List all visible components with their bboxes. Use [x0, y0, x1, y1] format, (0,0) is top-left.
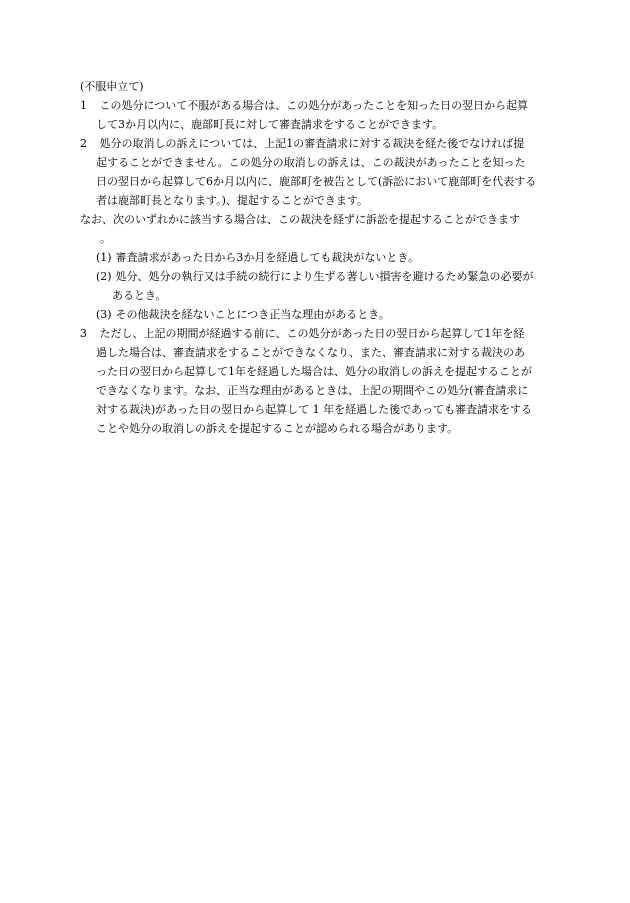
objection-notice — [80, 77, 555, 438]
subitem-2 — [80, 267, 555, 286]
subitem-text: 処分、処分の執行又は手続の続行により生ずる著しい損害を避けるため緊急の必要が — [115, 270, 534, 283]
item-3 — [80, 324, 555, 438]
subitem-mark: (2) — [96, 270, 112, 283]
item-text: できなくなります。なお、正当な理由があるときは、上記の期間やこの処分(審査請求に — [96, 384, 529, 397]
item-1 — [80, 96, 555, 134]
note-text: 。 — [100, 232, 111, 245]
item-text: 過した場合は、審査請求をすることができなくなり、また、審査請求に対する裁決のあ — [96, 346, 525, 359]
subitem-1 — [80, 248, 555, 267]
item-number: 3 — [80, 327, 87, 340]
item-text: 対する裁決)があった日の翌日から起算して 1 年を経過した後であっても審査請求をする — [96, 403, 533, 416]
item-text: 起することができません。この処分の取消しの訴えは、この裁決があったことを知った — [96, 156, 526, 169]
subitem-text: その他裁決を経ないことにつき正当な理由があるとき。 — [115, 308, 390, 321]
subitem-text: あるとき。 — [112, 289, 167, 302]
section-heading: (不服申立て) — [80, 80, 144, 93]
subitem-3 — [80, 305, 555, 324]
item-number: 2 — [80, 137, 87, 150]
note-text: なお、次のいずれかに該当する場合は、この裁決を経ずに訴訟を提起することができます — [80, 213, 520, 226]
item-text: 日の翌日から起算して6か月以内に、鹿部町を被告として(訴訟において鹿部町を代表する — [96, 175, 537, 188]
item-text: 者は鹿部町長となります。)、提起することができます。 — [96, 194, 369, 207]
item-text: して3か月以内に、鹿部町長に対して審査請求をすることができます。 — [96, 118, 444, 131]
note — [80, 210, 555, 248]
subitem-mark: (3) — [96, 308, 112, 321]
subitem-list — [80, 248, 555, 324]
item-text: 処分の取消しの訴えについては、上記1の審査請求に対する裁決を経た後でなければ提 — [99, 137, 525, 150]
item-text: った日の翌日から起算して1年を経過した場合は、処分の取消しの訴えを提起することが — [96, 365, 532, 378]
subitem-text: 審査請求があった日から3か月を経過しても裁決がないとき。 — [115, 251, 419, 264]
item-2 — [80, 134, 555, 210]
item-text: ただし、上記の期間が経過する前に、この処分があった日の翌日から起算して1年を経 — [99, 327, 525, 340]
item-number: 1 — [80, 99, 87, 112]
item-text: この処分について不服がある場合は、この処分があったことを知った日の翌日から起算 — [99, 99, 529, 112]
subitem-mark: (1) — [96, 251, 112, 264]
item-text: ことや処分の取消しの訴えを提起することが認められる場合があります。 — [96, 422, 459, 435]
